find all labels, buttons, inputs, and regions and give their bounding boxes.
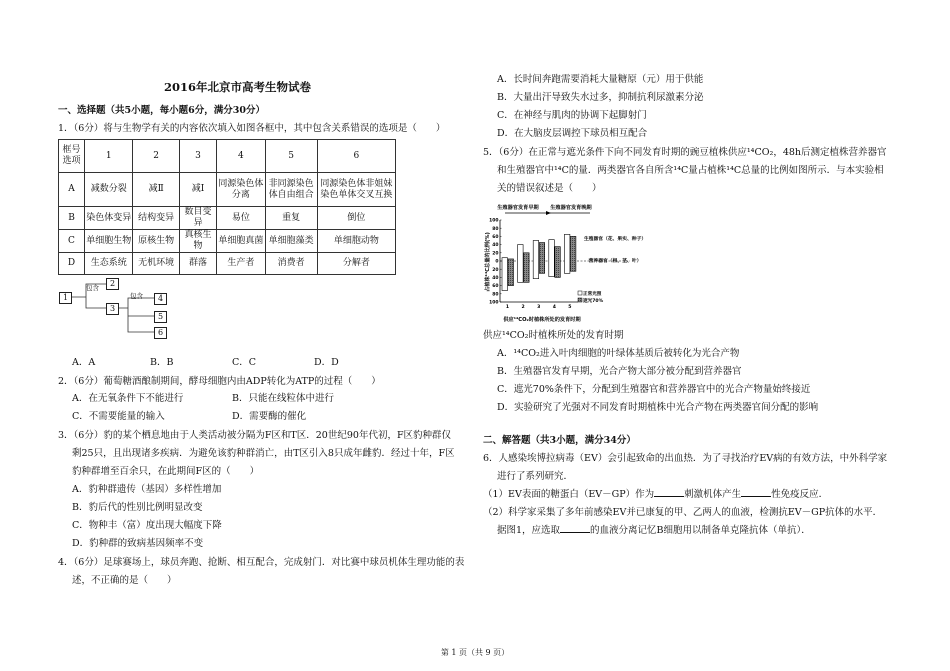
- q6-part2-line1: （2）科学家采集了多年前感染EV并已康复的甲、乙两人的血液，检测抗EV－GP抗体的水平．: [483, 507, 883, 518]
- q1-table: [58, 139, 396, 275]
- table-cell: 非同源染色体自由组合: [265, 173, 317, 207]
- table-cell: 生态系统: [85, 253, 133, 275]
- q4-stem-line1: 4．（6分）足球赛场上，球员奔跑、抢断、相互配合，完成射门．对比赛中球员机体生理功能的表: [58, 557, 465, 568]
- q5-option-a: A．¹⁴CO₂进入叶肉细胞的叶绿体基质后被转化为光合产物: [497, 348, 740, 359]
- chart-legend-swatch-normal: [578, 291, 582, 295]
- table-cell: 结构变异: [133, 207, 180, 230]
- table-cell: 倒位: [317, 207, 395, 230]
- chart-ytick-label: 20: [492, 267, 499, 273]
- q2-stem: 2．（6分）葡萄糖酒酿制期间，酵母细胞内由ADP转化为ATP的过程（ ）: [58, 376, 381, 387]
- chart-top-label-right: 生殖器官发育晚期: [550, 205, 592, 211]
- chart-xtick-label: 1: [505, 305, 510, 310]
- table-cell: 2: [133, 140, 180, 173]
- diagram-box-2: 2: [106, 278, 119, 290]
- table-cell: 无机环境: [133, 253, 180, 275]
- table-cell: 减数分裂: [85, 173, 133, 207]
- table-cell: 框号 选项: [59, 140, 85, 173]
- diagram-box-1: 1: [59, 292, 72, 304]
- q1-option-c: C．C: [232, 357, 257, 368]
- table-cell: C: [59, 230, 85, 253]
- q5-option-b: B．生殖器官发育早期，光合产物大部分被分配到营养器官: [497, 366, 742, 377]
- q5-chart-caption: 供应¹⁴CO₂时植株所处的发育时期: [483, 330, 624, 341]
- q2-option-b: B．只能在线粒体中进行: [232, 393, 334, 404]
- chart-bar: [549, 240, 555, 277]
- diagram-box-3: 3: [106, 303, 119, 315]
- answer-blank[interactable]: [654, 487, 684, 497]
- chart-ytick-label: 100: [489, 218, 499, 224]
- table-cell: 单细胞真菌: [217, 230, 265, 253]
- q1-option-b: B．B: [150, 357, 174, 368]
- q6-part2-b: 的血液分离记忆B细胞用以制备单克隆抗体（单抗）．: [590, 525, 811, 536]
- section2-heading: 二、解答题（共3小题，满分34分）: [483, 435, 636, 446]
- q1-option-a: A．A: [72, 357, 96, 368]
- q6-part1-a: （1）EV表面的糖蛋白（EV－GP）作为: [483, 489, 655, 500]
- q4-option-a: A．长时间奔跑需要消耗大量糖原（元）用于供能: [497, 74, 704, 85]
- q3-stem-line2: 剩25只，且出现诸多疾病．为避免该豹种群消亡，由T区引入8只成年雌豹．经过十年，F区: [72, 448, 455, 459]
- q4-option-c: C．在神经与肌肉的协调下起脚射门: [497, 110, 647, 121]
- q2-option-c: C．不需要能量的输入: [72, 411, 165, 422]
- diagram-box-6: 6: [154, 327, 167, 339]
- q4-option-d: D．在大脑皮层调控下球员相互配合: [497, 128, 648, 139]
- table-cell: 分解者: [317, 253, 395, 275]
- q4-stem-line2: 述，不正确的是（ ）: [72, 575, 177, 586]
- chart-bar: [564, 234, 570, 273]
- chart-ytick-label: 60: [492, 284, 499, 290]
- chart-lower-label: 营养器官（根、茎、叶）: [588, 259, 642, 264]
- q5-stem-line2: 和生殖器官中¹⁴C的量．两类器官各自所含¹⁴C量占植株¹⁴C总量的比例如图所示．与本实验相: [497, 165, 884, 176]
- chart-arrow-head: [546, 211, 551, 215]
- table-cell: 单细胞藻类: [265, 230, 317, 253]
- table-cell: 6: [317, 140, 395, 173]
- chart-xtick-label: 3: [537, 305, 541, 310]
- q5-option-d: D．实验研究了光强对不同发育时期植株中光合产物在两类器官间分配的影响: [497, 402, 819, 413]
- q6-part2-a: 据图1，应选取: [497, 525, 561, 536]
- table-cell: 生产者: [217, 253, 265, 275]
- q2-option-d: D．需要酶的催化: [232, 411, 307, 422]
- contain-label: 包含: [86, 284, 99, 292]
- chart-xtick-label: 2: [521, 305, 525, 310]
- q3-stem-line3: 豹种群增至百余只，在此期间F区的（ ）: [72, 466, 260, 477]
- chart-bar: [533, 241, 539, 279]
- table-cell: B: [59, 207, 85, 230]
- chart-ytick-label: 60: [492, 235, 499, 240]
- answer-blank[interactable]: [741, 487, 771, 497]
- chart-legend-normal: 正常光照: [583, 292, 602, 297]
- q5-chart: [480, 196, 650, 324]
- chart-ytick-label: 20: [492, 251, 499, 257]
- table-cell: 真核生物: [179, 230, 216, 253]
- chart-bar: [502, 258, 508, 291]
- q6-stem-line2: 进行了系列研究．: [497, 471, 574, 482]
- diagram-box-5: 5: [154, 311, 167, 323]
- table-cell: 1: [85, 140, 133, 173]
- q6-part1: [483, 487, 828, 502]
- table-cell: 易位: [217, 207, 265, 230]
- chart-ylabel: 占植株¹⁴C总量的比例(%): [485, 232, 491, 292]
- table-cell: 群落: [179, 253, 216, 275]
- chart-bar: [524, 253, 530, 283]
- section1-heading: 一、选择题（共5小题，每小题6分，满分30分）: [58, 105, 265, 116]
- q6-stem-line1: 6．人感染埃博拉病毒（EV）会引起致命的出血热．为了寻找治疗EV病的有效方法，中外科学家: [483, 453, 888, 464]
- table-cell: 染色体变异: [85, 207, 133, 230]
- q6-part1-b: 刺激机体产生: [684, 489, 742, 500]
- chart-bar: [508, 259, 514, 286]
- table-row: [59, 230, 396, 253]
- q3-stem-line1: 3．（6分）豹的某个栖息地由于人类活动被分隔为F区和T区．20世纪90年代初，F区豹种群仅: [58, 430, 452, 441]
- q3-option-d: D．豹种群的致病基因频率不变: [72, 538, 204, 549]
- table-cell: 减Ⅰ: [179, 173, 216, 207]
- table-cell: 减Ⅱ: [133, 173, 180, 207]
- chart-bar: [539, 243, 545, 274]
- table-cell: 消费者: [265, 253, 317, 275]
- table-cell: D: [59, 253, 85, 275]
- table-cell: 3: [179, 140, 216, 173]
- q1-box-diagram: [58, 276, 178, 338]
- table-cell: 重复: [265, 207, 317, 230]
- table-row: [59, 207, 396, 230]
- table-cell: 5: [265, 140, 317, 173]
- table-row: [59, 253, 396, 275]
- chart-top-label-left: 生殖器官发育早期: [497, 205, 539, 211]
- chart-ytick-label: 80: [492, 226, 499, 232]
- table-cell: 同源染色体分离: [217, 173, 265, 207]
- q1-stem: 1．（6分）将与生物学有关的内容依次填入如图各框中，其中包含关系错误的选项是（ ）: [58, 123, 446, 134]
- table-cell: A: [59, 173, 85, 207]
- chart-bar: [518, 245, 524, 283]
- contain-label: 包含: [130, 292, 143, 300]
- table-row: [59, 140, 396, 173]
- diagram-box-4: 4: [154, 293, 167, 305]
- q3-option-a: A．豹种群遗传（基因）多样性增加: [72, 484, 222, 495]
- chart-ytick-label: 0: [495, 259, 499, 265]
- chart-ytick-label: 100: [489, 300, 499, 306]
- table-cell: 原核生物: [133, 230, 180, 253]
- table-row: [59, 173, 396, 207]
- q6-part2-line2: [497, 523, 811, 538]
- q4-option-b: B．大量出汗导致失水过多，抑制抗利尿激素分泌: [497, 92, 704, 103]
- table-cell: 单细胞动物: [317, 230, 395, 253]
- q5-option-c: C．遮光70%条件下，分配到生殖器官和营养器官中的光合产物量始终接近: [497, 384, 811, 395]
- q1-option-d: D．D: [314, 357, 339, 368]
- paper-title: 2016年北京市高考生物试卷: [163, 80, 311, 94]
- chart-legend-shade: 遮光70%: [583, 299, 604, 304]
- chart-ytick-label: 40: [492, 276, 499, 281]
- q2-option-a: A．在无氧条件下不能进行: [72, 393, 184, 404]
- chart-xtick-label: 4: [552, 305, 556, 310]
- chart-bar: [555, 247, 561, 278]
- chart-upper-label: 生殖器官（花、果实、种子）: [583, 237, 647, 242]
- chart-bar: [570, 236, 576, 271]
- q5-stem-line1: 5．（6分）在正常与遮光条件下向不同发育时期的豌豆植株供应¹⁴CO₂，48h后测定植株营养器官: [483, 147, 887, 158]
- table-cell: 数目变异: [179, 207, 216, 230]
- chart-xlabel: 供应¹⁴CO₂时植株所处的发育时期: [503, 317, 581, 323]
- q5-stem-line3: 关的错误叙述是（ ）: [497, 183, 602, 194]
- chart-ytick-label: 80: [492, 292, 499, 298]
- q6-part1-c: 性免疫反应．: [771, 489, 829, 500]
- answer-blank[interactable]: [560, 523, 590, 533]
- q3-option-b: B．豹后代的性别比例明显改变: [72, 502, 203, 513]
- q3-option-c: C．物种丰（富）度出现大幅度下降: [72, 520, 222, 531]
- table-cell: 单细胞生物: [85, 230, 133, 253]
- chart-xtick-label: 5: [568, 305, 572, 310]
- chart-ytick-label: 40: [492, 243, 499, 249]
- table-cell: 同源染色体非姐妹染色单体交叉互换: [317, 173, 395, 207]
- chart-legend-swatch-shade: [578, 298, 582, 302]
- table-cell: 4: [217, 140, 265, 173]
- page-footer: 第 1 页（共 9 页）: [440, 648, 510, 657]
